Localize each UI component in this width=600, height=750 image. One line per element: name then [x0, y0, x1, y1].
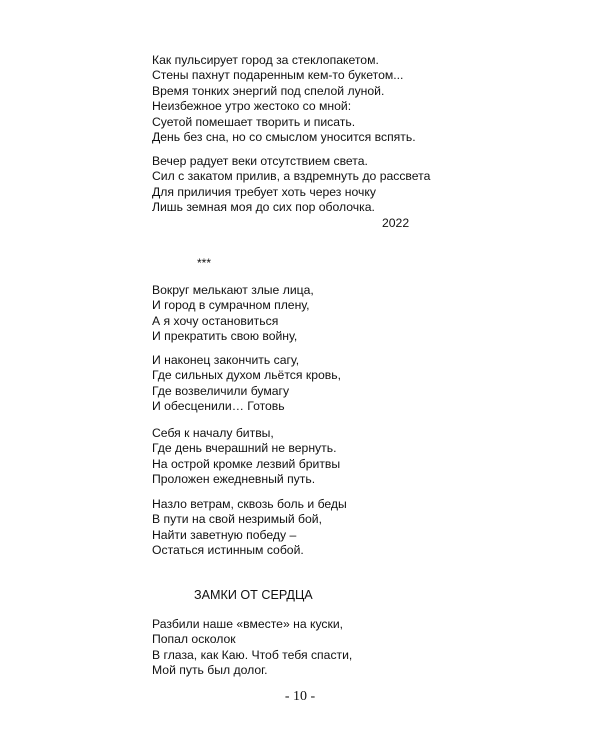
poem-line: Где сильных духом льётся кровь, — [152, 368, 341, 383]
poem-line: Назло ветрам, сквозь боль и беды — [152, 497, 347, 511]
poem-line: Проложен ежедневный путь. — [152, 472, 316, 487]
poem-line: День без сна, но со смыслом уносится вспять. — [152, 130, 416, 145]
poem2-stanza3 — [152, 426, 452, 488]
poem-line: И город в сумрачном плену, — [152, 298, 310, 313]
poem-line: На острой кромке лезвий бритвы — [152, 456, 341, 471]
poem-line: И наконец закончить сагу, — [152, 353, 300, 367]
poem2-stanza1 — [152, 283, 452, 345]
poem2-stanza2 — [152, 353, 452, 415]
page-number: - 10 - — [284, 689, 316, 704]
poem2-stanza4 — [152, 497, 452, 559]
poem-separator: *** — [197, 256, 212, 270]
poem-line: Себя к началу битвы, — [152, 426, 274, 440]
poem-title: ЗАМКИ ОТ СЕРДЦА — [194, 588, 313, 602]
poem-line: Где день вчерашний не вернуть. — [152, 441, 337, 456]
poem-line: Остаться истинным собой. — [152, 543, 304, 558]
poem-line: В пути на свой незримый бой, — [152, 512, 322, 527]
poem-line: В глаза, как Каю. Чтоб тебя спасти, — [152, 647, 353, 662]
poem-line: Как пульсирует город за стеклопакетом. — [152, 53, 379, 67]
poem-year: 2022 — [382, 216, 410, 230]
poem-line: Неизбежное утро жестоко со мной: — [152, 99, 352, 114]
poem-line: Лишь земная моя до сих пор оболочка. — [152, 200, 375, 215]
poem-line: Стены пахнут подаренным кем-то букетом... — [152, 68, 404, 83]
poem-line: И обесценили… Готовь — [152, 399, 285, 414]
poem-line: И прекратить свою войну, — [152, 329, 298, 344]
poem-line: Вечер радует веки отсутствием света. — [152, 154, 368, 168]
poem-line: Для приличия требует хоть через ночку — [152, 184, 376, 199]
poem-line: Найти заветную победу – — [152, 527, 297, 542]
poem-line: Вокруг мелькают злые лица, — [152, 283, 314, 297]
poem3-stanza1 — [152, 617, 452, 679]
poem-line: Время тонких энергий под спелой луной. — [152, 83, 385, 98]
poem-line: А я хочу остановиться — [152, 313, 279, 328]
poem-line: Суетой помешает творить и писать. — [152, 114, 356, 129]
poem1-stanza1 — [152, 53, 452, 145]
poem-line: Где возвеличили бумагу — [152, 383, 290, 398]
poem-line: Мой путь был долог. — [152, 663, 268, 678]
poem-line: Сил с закатом прилив, а вздремнуть до рассвета — [152, 169, 431, 184]
poem-line: Разбили наше «вместе» на куски, — [152, 617, 344, 631]
poem-line: Попал осколок — [152, 632, 236, 647]
poem1-stanza2 — [152, 154, 452, 216]
